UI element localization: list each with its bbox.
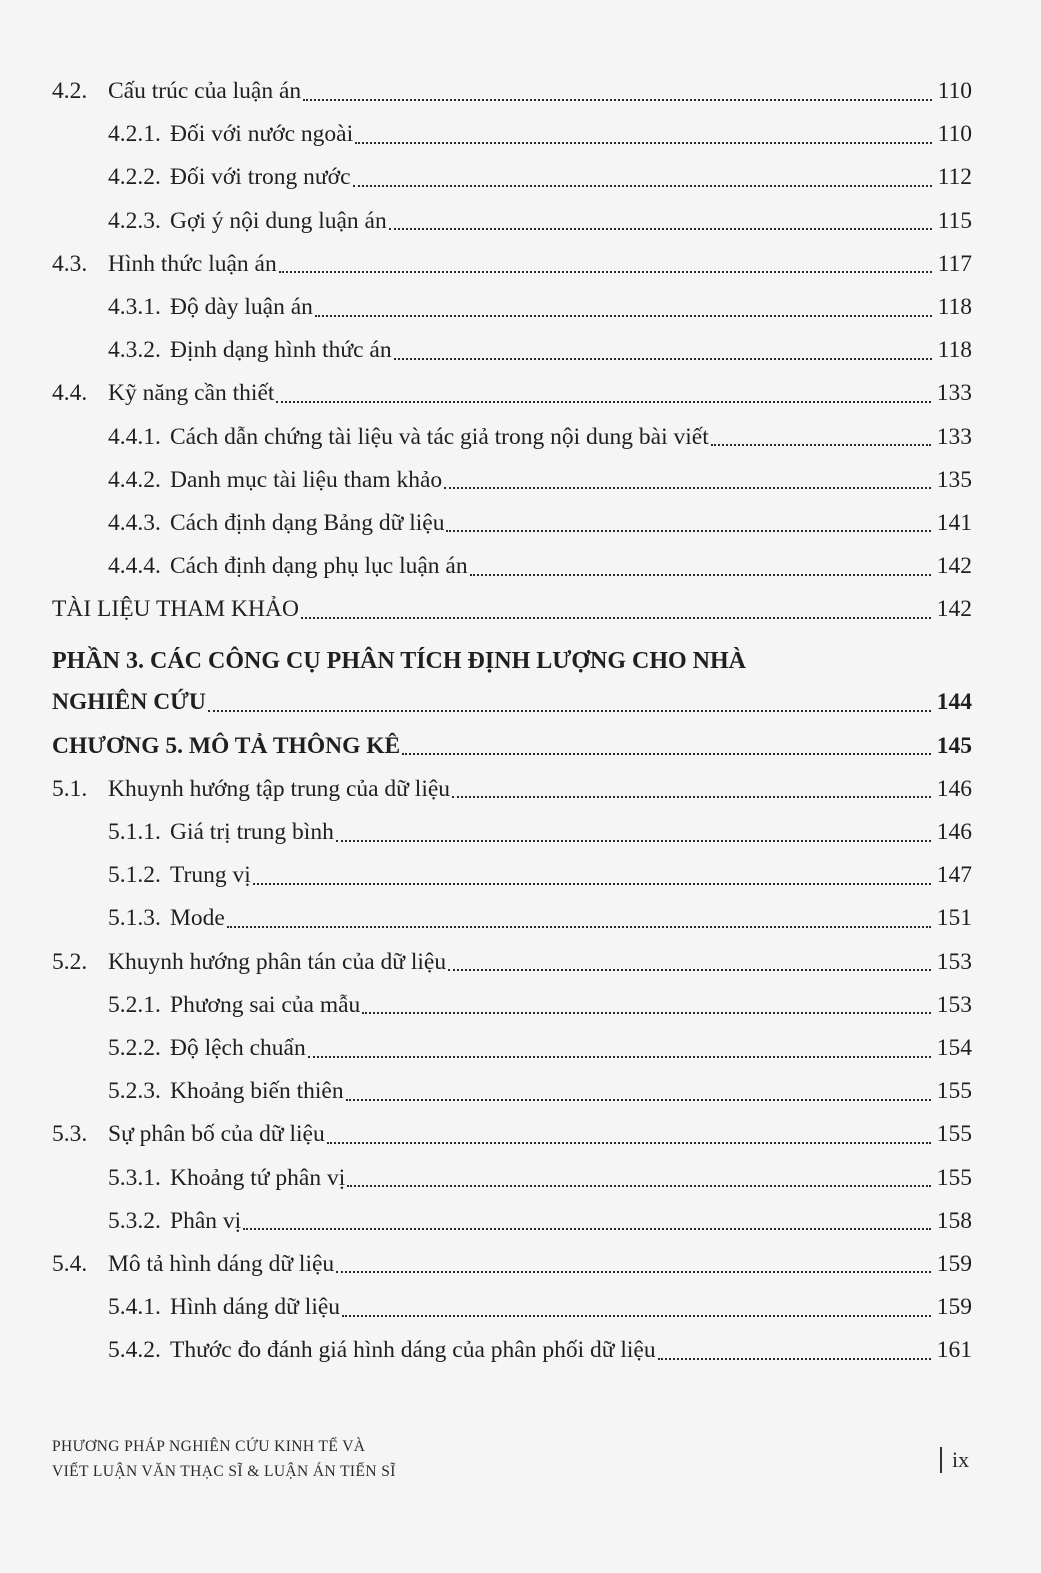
toc-entry-page: 133	[936, 380, 972, 407]
toc-entry-page: 118	[937, 293, 972, 320]
toc-entry-page: 161	[936, 1337, 972, 1364]
dot-leader	[336, 840, 931, 842]
toc-entry	[52, 768, 972, 811]
toc-entry-number: 4.4.	[52, 380, 88, 407]
part-heading-text: NGHIÊN CỨU	[52, 689, 206, 716]
dot-leader	[301, 617, 931, 619]
toc-entry-title: Đối với trong nước	[170, 164, 351, 191]
toc-entry	[52, 372, 972, 415]
folio-text: ix	[952, 1447, 970, 1472]
toc-entry	[52, 70, 972, 113]
toc-entry-number: 5.1.	[52, 775, 88, 802]
toc-entry	[52, 1200, 972, 1243]
dot-leader	[389, 228, 932, 230]
toc-entry-title: Định dạng hình thức án	[170, 337, 392, 364]
toc-entry	[52, 984, 972, 1027]
dot-leader	[448, 969, 931, 971]
toc-entry-page: 159	[936, 1250, 972, 1277]
dot-leader	[444, 487, 931, 489]
toc-entry-title: Mô tả hình dáng dữ liệu	[108, 1250, 335, 1277]
toc-entry-title: Cách dẫn chứng tài liệu và tác giả trong nội dung bài viết	[170, 423, 709, 450]
toc-entry-number: 5.3.1.	[108, 1164, 161, 1191]
toc-entry	[52, 200, 972, 243]
toc-entry-page: 153	[936, 991, 972, 1018]
toc-entry-title: Kỹ năng cần thiết	[108, 380, 275, 407]
toc-entry-number: 5.2.1.	[108, 991, 161, 1018]
toc-entry	[52, 156, 972, 199]
dot-leader	[658, 1358, 931, 1360]
dot-leader	[227, 926, 931, 928]
toc-entry-number: 5.2.	[52, 948, 88, 975]
toc-entry-title: Phương sai của mẫu	[170, 991, 361, 1018]
toc-entry	[52, 416, 972, 459]
dot-leader	[308, 1056, 931, 1058]
toc-entry-title: Độ lệch chuẩn	[170, 1034, 306, 1061]
toc-entry-page: 110	[937, 121, 972, 148]
dot-leader	[355, 142, 931, 144]
toc-entry-page: 115	[937, 207, 972, 234]
toc-entry-page: 151	[936, 905, 972, 932]
toc-entry-number: 4.3.	[52, 250, 88, 277]
toc-entries-top	[52, 70, 972, 588]
dot-leader	[303, 99, 931, 101]
dot-leader	[327, 1142, 931, 1144]
toc-entry	[52, 1027, 972, 1070]
part-heading-line2	[52, 681, 972, 724]
toc-entry-page: 135	[936, 466, 972, 493]
toc-entry-page: 145	[936, 732, 972, 759]
toc-entry	[52, 329, 972, 372]
table-of-contents	[52, 70, 972, 1372]
toc-entries-bottom	[52, 768, 972, 1373]
toc-entry-page: 141	[936, 509, 972, 536]
toc-entry-page: 155	[936, 1121, 972, 1148]
toc-entry-title: Phân vị	[170, 1207, 242, 1234]
toc-entry-title: Thước đo đánh giá hình dáng của phân phối dữ liệu	[170, 1337, 656, 1364]
chapter-title: CHƯƠNG 5. MÔ TẢ THÔNG KÊ	[52, 732, 401, 759]
toc-entry-number: 5.3.2.	[108, 1207, 161, 1234]
toc-entry-number: 4.2.	[52, 78, 88, 104]
toc-entry-title: Khoảng biến thiên	[170, 1078, 344, 1105]
toc-entry	[52, 545, 972, 588]
dot-leader	[347, 1185, 930, 1187]
dot-leader	[394, 358, 932, 360]
dot-leader	[243, 1228, 931, 1230]
toc-entry	[52, 459, 972, 502]
toc-entry-number: 4.2.1.	[108, 121, 161, 148]
toc-entry-number: 4.4.2.	[108, 466, 161, 493]
toc-part-3	[52, 641, 972, 724]
toc-entry-title: Hình dáng dữ liệu	[170, 1294, 341, 1321]
toc-entry-number: 5.2.3.	[108, 1078, 161, 1105]
toc-entry-page: 112	[937, 164, 972, 191]
dot-leader	[276, 401, 930, 403]
toc-entry	[52, 811, 972, 854]
toc-entry-title: Gợi ý nội dung luận án	[170, 207, 387, 234]
toc-entry-page: 142	[936, 553, 972, 580]
toc-entry-title: Danh mục tài liệu tham khảo	[170, 466, 443, 493]
toc-entry-page: 154	[936, 1034, 972, 1061]
toc-entry-page: 155	[936, 1164, 972, 1191]
footer-line1: PHƯƠNG PHÁP NGHIÊN CỨU KINH TẾ VÀ	[52, 1438, 366, 1455]
toc-entry	[52, 1286, 972, 1329]
part-heading-line1: PHẦN 3. CÁC CÔNG CỤ PHÂN TÍCH ĐỊNH LƯỢNG CHO NHÀ	[52, 648, 747, 675]
toc-entry-title: Cách định dạng Bảng dữ liệu	[170, 509, 445, 536]
dot-leader	[253, 883, 931, 885]
toc-entry-page: 146	[936, 775, 972, 802]
dot-leader	[470, 574, 931, 576]
dot-leader	[346, 1099, 931, 1101]
toc-entry	[52, 1157, 972, 1200]
toc-chapter-5	[52, 725, 972, 768]
toc-entry	[52, 1113, 972, 1156]
dot-leader	[446, 530, 930, 532]
toc-entry-number: 5.1.2.	[108, 862, 161, 889]
toc-entry-page: 147	[936, 862, 972, 889]
dot-leader	[279, 271, 932, 273]
toc-entry-number: 4.4.1.	[108, 423, 161, 450]
toc-entry-page: 142	[936, 596, 972, 623]
toc-entry-page: 159	[936, 1294, 972, 1321]
toc-entry-number: 4.4.4.	[108, 553, 161, 580]
dot-leader	[342, 1315, 931, 1317]
toc-entry	[52, 941, 972, 984]
toc-entry-page: 117	[937, 250, 972, 277]
toc-entry-number: 4.4.3.	[108, 509, 161, 536]
toc-entry-number: 5.4.2.	[108, 1337, 161, 1364]
dot-leader	[208, 710, 931, 712]
toc-entry	[52, 854, 972, 897]
toc-entry	[52, 286, 972, 329]
dot-leader	[711, 444, 931, 446]
toc-entry	[52, 243, 972, 286]
dot-leader	[336, 1271, 931, 1273]
running-footer	[52, 1434, 396, 1484]
toc-entry-title: Khuynh hướng tập trung của dữ liệu	[108, 775, 451, 802]
toc-entry	[52, 1329, 972, 1372]
footer-line2: VIẾT LUẬN VĂN THẠC SĨ & LUẬN ÁN TIẾN SĨ	[52, 1463, 396, 1480]
toc-entry-number: 5.2.2.	[108, 1034, 161, 1061]
toc-entry-number: 5.3.	[52, 1121, 88, 1148]
toc-entry-title: Sự phân bố của dữ liệu	[108, 1121, 325, 1148]
dot-leader	[362, 1012, 930, 1014]
toc-entry-page: 110	[937, 78, 972, 104]
toc-entry-title: Trung vị	[170, 862, 251, 889]
toc-entry-number: 4.2.3.	[108, 207, 161, 234]
toc-entry-page: 155	[936, 1078, 972, 1105]
toc-entry	[52, 1243, 972, 1286]
toc-entry-title: Cách định dạng phụ lục luận án	[170, 553, 468, 580]
toc-entry-title: TÀI LIỆU THAM KHẢO	[52, 596, 299, 623]
toc-entry-page: 158	[936, 1207, 972, 1234]
toc-entry	[52, 1070, 972, 1113]
toc-entry-number: 4.3.2.	[108, 337, 161, 364]
dot-leader	[353, 185, 932, 187]
toc-entry-title: Độ dày luận án	[170, 293, 313, 320]
toc-entry-page: 153	[936, 948, 972, 975]
toc-entry-number: 5.4.1.	[108, 1294, 161, 1321]
toc-entry-number: 4.2.2.	[108, 164, 161, 191]
page-number	[940, 1447, 969, 1473]
dot-leader	[452, 796, 931, 798]
toc-entry-references	[52, 588, 972, 631]
toc-entry-page: 146	[936, 819, 972, 845]
dot-leader	[402, 753, 931, 755]
toc-entry	[52, 502, 972, 545]
toc-entry-title: Đối với nước ngoài	[170, 121, 354, 148]
toc-entry-title: Khoảng tứ phân vị	[170, 1164, 346, 1191]
toc-entry-number: 5.4.	[52, 1250, 88, 1277]
dot-leader	[315, 315, 932, 317]
toc-entry-title: Hình thức luận án	[108, 250, 277, 277]
toc-entry-number: 4.3.1.	[108, 293, 161, 320]
toc-entry-title: Mode	[170, 905, 225, 932]
toc-entry-title: Khuynh hướng phân tán của dữ liệu	[108, 948, 447, 975]
toc-entry-title: Giá trị trung bình	[170, 819, 334, 845]
toc-entry	[52, 897, 972, 940]
toc-entry	[52, 113, 972, 156]
toc-entry-number: 5.1.1.	[108, 819, 161, 845]
toc-entry-title: Cấu trúc của luận án	[108, 78, 302, 104]
folio-divider	[940, 1447, 942, 1473]
toc-entry-number: 5.1.3.	[108, 905, 161, 932]
toc-entry-page: 133	[936, 423, 972, 450]
toc-entry-page: 118	[937, 337, 972, 364]
toc-entry-page: 144	[936, 689, 972, 716]
